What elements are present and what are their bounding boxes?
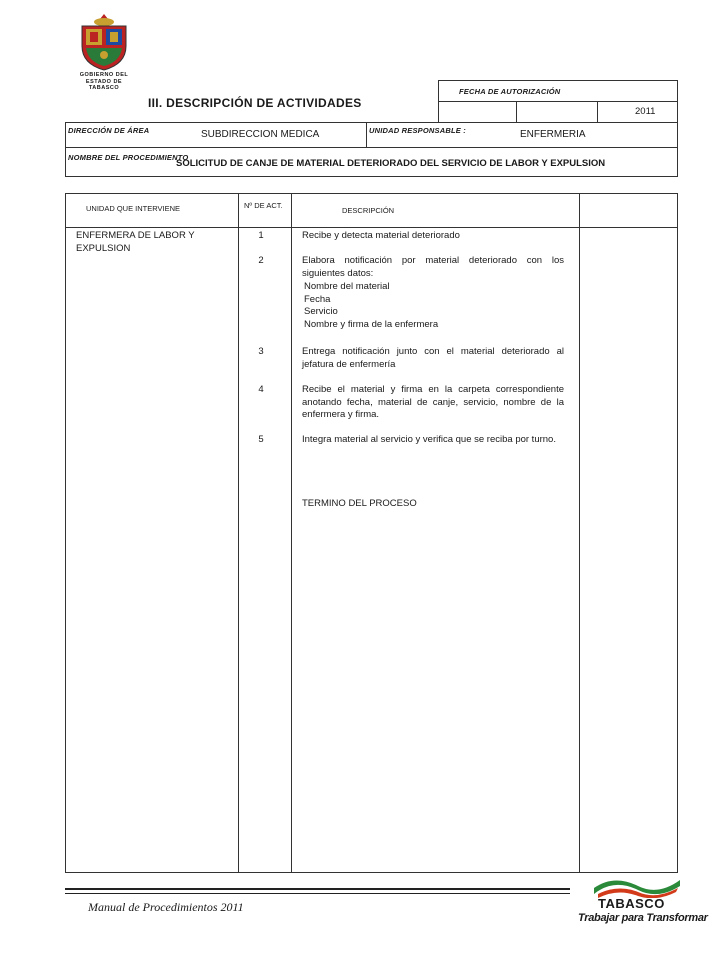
activity-number: 4 (258, 384, 264, 395)
manual-label: Manual de Procedimientos 2011 (88, 900, 244, 914)
col-header-desc: DESCRIPCIÓN (342, 206, 395, 215)
activity-description: Recibe y detecta material deteriorado (302, 230, 460, 241)
unit-name: ENFERMERA DE LABOR Y EXPULSION (76, 230, 195, 254)
authorization-date-row (438, 101, 678, 123)
area-value: SUBDIRECCION MEDICA (201, 129, 320, 140)
authorization-label: FECHA DE AUTORIZACIÓN (459, 87, 561, 96)
col-header-num: Nº DE ACT. (244, 201, 283, 210)
activity-description: Integra material al servicio y verifica que se reciba por turno. (302, 434, 556, 445)
activity-description: Elabora notificación por material deteriorado con los siguientes datos: (302, 255, 564, 279)
logo-slogan: Trabajar para Transformar (578, 912, 708, 924)
procedure-label: NOMBRE DEL PROCEDIMIENTO (68, 153, 189, 162)
unit-value: ENFERMERIA (520, 129, 586, 140)
logo-name: TABASCO (598, 896, 665, 911)
footer-rule-thin (65, 893, 570, 894)
activities-table (65, 193, 678, 873)
area-row (65, 122, 678, 148)
unit-label: UNIDAD RESPONSABLE : (369, 126, 466, 135)
shield-icon (72, 12, 136, 72)
section-title: III. DESCRIPCIÓN DE ACTIVIDADES (148, 96, 362, 110)
area-label: DIRECCIÓN DE ÁREA (68, 126, 150, 135)
list-item: Fecha (304, 293, 331, 305)
activity-number: 1 (258, 230, 264, 241)
footer-rule (65, 888, 570, 890)
list-item: Servicio (304, 306, 338, 317)
activity-list (304, 281, 562, 331)
coat-of-arms-logo (72, 12, 136, 92)
coat-caption-line: TABASCO (88, 85, 120, 91)
list-item: Nombre del material (304, 281, 390, 292)
tabasco-logo (578, 872, 708, 930)
authorization-year: 2011 (635, 106, 656, 117)
col-header-unit: UNIDAD QUE INTERVIENE (86, 204, 181, 213)
coat-caption-line: GOBIERNO DEL (79, 72, 129, 78)
list-item: Nombre y firma de la enfermera (304, 318, 439, 330)
activity-number: 2 (258, 255, 264, 266)
activity-description: Entrega notificación junto con el material deteriorado al jefatura de enfermería (302, 346, 564, 370)
end-of-process: TERMINO DEL PROCESO (302, 498, 417, 509)
activity-number: 3 (258, 346, 264, 357)
activity-description: Recibe el material y firma en la carpeta correspondiente anotando fecha, material de canje, servicio, nombre de la enfermera y firma. (302, 384, 564, 420)
wave-icon (592, 876, 682, 898)
activity-number: 5 (258, 434, 264, 445)
authorization-box (438, 80, 678, 102)
procedure-row (65, 147, 678, 177)
coat-caption-line: ESTADO DE (85, 78, 123, 85)
procedure-value: SOLICITUD DE CANJE DE MATERIAL DETERIORADO DEL SERVICIO DE LABOR Y EXPULSION (176, 158, 606, 169)
